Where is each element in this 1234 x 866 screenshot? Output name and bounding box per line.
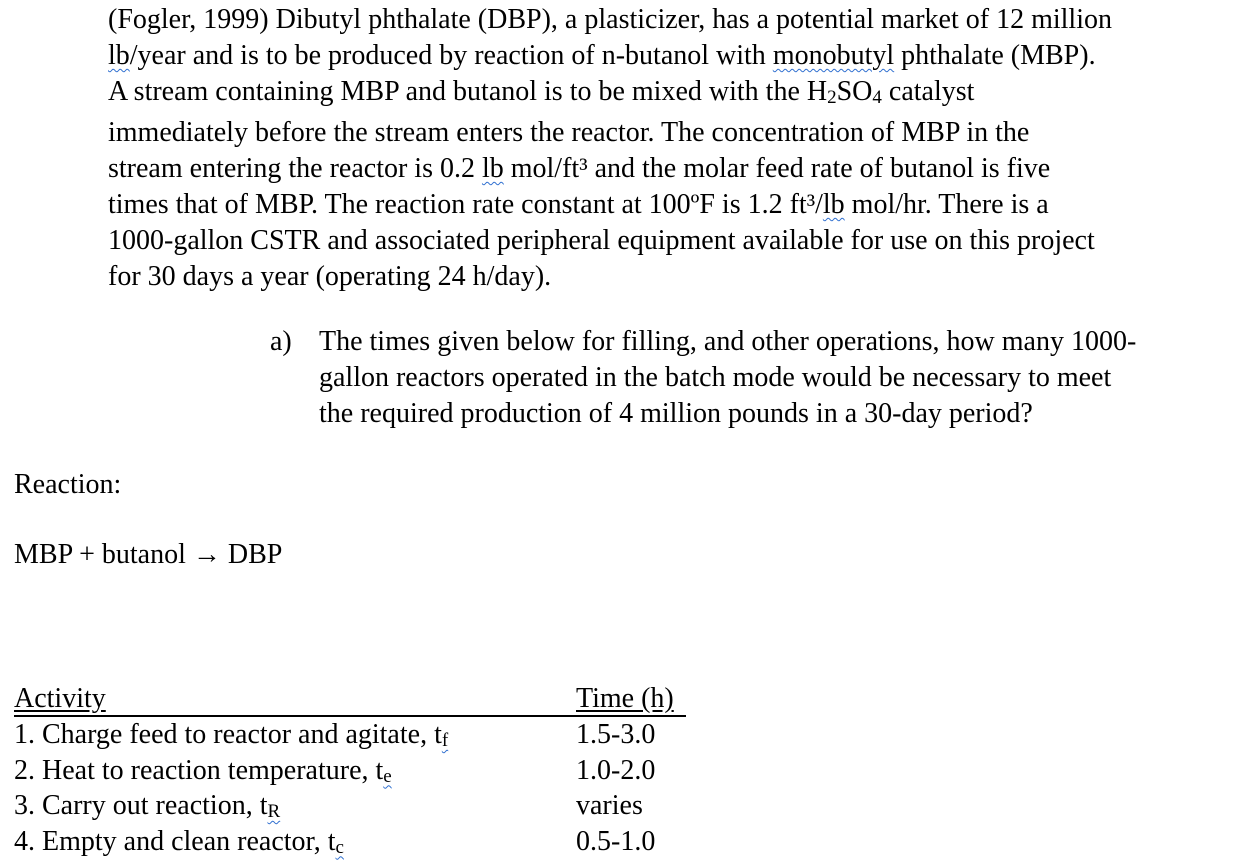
time-cell: 1.5-3.0 xyxy=(576,719,656,750)
table-row xyxy=(14,753,686,789)
activity-text: 3. Carry out reaction, t xyxy=(14,790,268,821)
header-activity: Activity xyxy=(14,683,106,714)
reaction-equation: MBP + butanol → DBP xyxy=(14,539,283,570)
subscript: 2 xyxy=(827,86,837,108)
spell-flag: lb xyxy=(822,188,845,220)
activity-table xyxy=(14,682,686,859)
spell-flag: lb xyxy=(481,153,504,185)
time-cell: 1.0-2.0 xyxy=(576,754,656,786)
statement-line: for 30 days a year (operating 24 h/day). xyxy=(108,260,552,292)
statement-line xyxy=(108,74,1228,116)
statement-text: stream entering the reactor is 0.2 xyxy=(108,153,482,185)
question-line: gallon reactors operated in the batch mode would be necessary to meet xyxy=(319,361,1112,393)
statement-text: mol/hr. There is a xyxy=(844,188,1049,220)
activity-text: 2. Heat to reaction temperature, t xyxy=(14,754,384,786)
subscript: 4 xyxy=(872,86,882,108)
subscript: R xyxy=(267,801,281,822)
statement-text: times that of MBP. The reaction rate constant at 100ºF is 1.2 ft³/ xyxy=(108,188,823,220)
list-marker: a) xyxy=(270,326,292,357)
problem-statement xyxy=(108,2,1228,294)
table-header xyxy=(14,682,686,717)
question-line: The times given below for filling, and other operations, how many 1000- xyxy=(319,326,1137,357)
reaction-label: Reaction: xyxy=(14,469,122,500)
activity-text: 1. Charge feed to reactor and agitate, t xyxy=(14,719,442,750)
statement-line: 1000-gallon CSTR and associated peripheral equipment available for use on this project xyxy=(108,224,1095,256)
spell-flag: lb xyxy=(108,39,130,71)
statement-line: immediately before the stream enters the reactor. The concentration of MBP in the xyxy=(108,117,1030,149)
statement-line: (Fogler, 1999) Dibutyl phthalate (DBP), a plasticizer, has a potential market of 12 million xyxy=(108,4,1112,35)
question-text xyxy=(319,324,1229,431)
activity-text: 4. Empty and clean reactor, t xyxy=(14,825,336,857)
subscript: f xyxy=(441,730,449,751)
statement-line xyxy=(108,151,1228,187)
time-cell: 0.5-1.0 xyxy=(576,825,656,857)
statement-text: catalyst xyxy=(881,75,975,107)
table-row xyxy=(14,717,686,753)
statement-text: /year and is to be produced by reaction of n-butanol with xyxy=(129,39,773,71)
subscript: e xyxy=(383,765,392,787)
time-cell: varies xyxy=(576,790,643,821)
spell-flag: monobutyl xyxy=(772,39,895,71)
table-row xyxy=(14,824,686,860)
statement-text: SO xyxy=(836,75,873,107)
subscript: c xyxy=(335,836,344,858)
statement-line xyxy=(108,187,1228,223)
statement-line xyxy=(108,38,1228,74)
table-row xyxy=(14,788,686,824)
statement-text: mol/ft³ and the molar feed rate of butanol is five xyxy=(503,153,1051,185)
statement-text: A stream containing MBP and butanol is to be mixed with the H xyxy=(108,75,828,107)
header-time: Time (h) xyxy=(576,683,674,714)
question-line: the required production of 4 million pounds in a 30-day period? xyxy=(319,397,1033,429)
activity-cell xyxy=(14,824,344,866)
statement-text: phthalate (MBP). xyxy=(894,39,1096,71)
